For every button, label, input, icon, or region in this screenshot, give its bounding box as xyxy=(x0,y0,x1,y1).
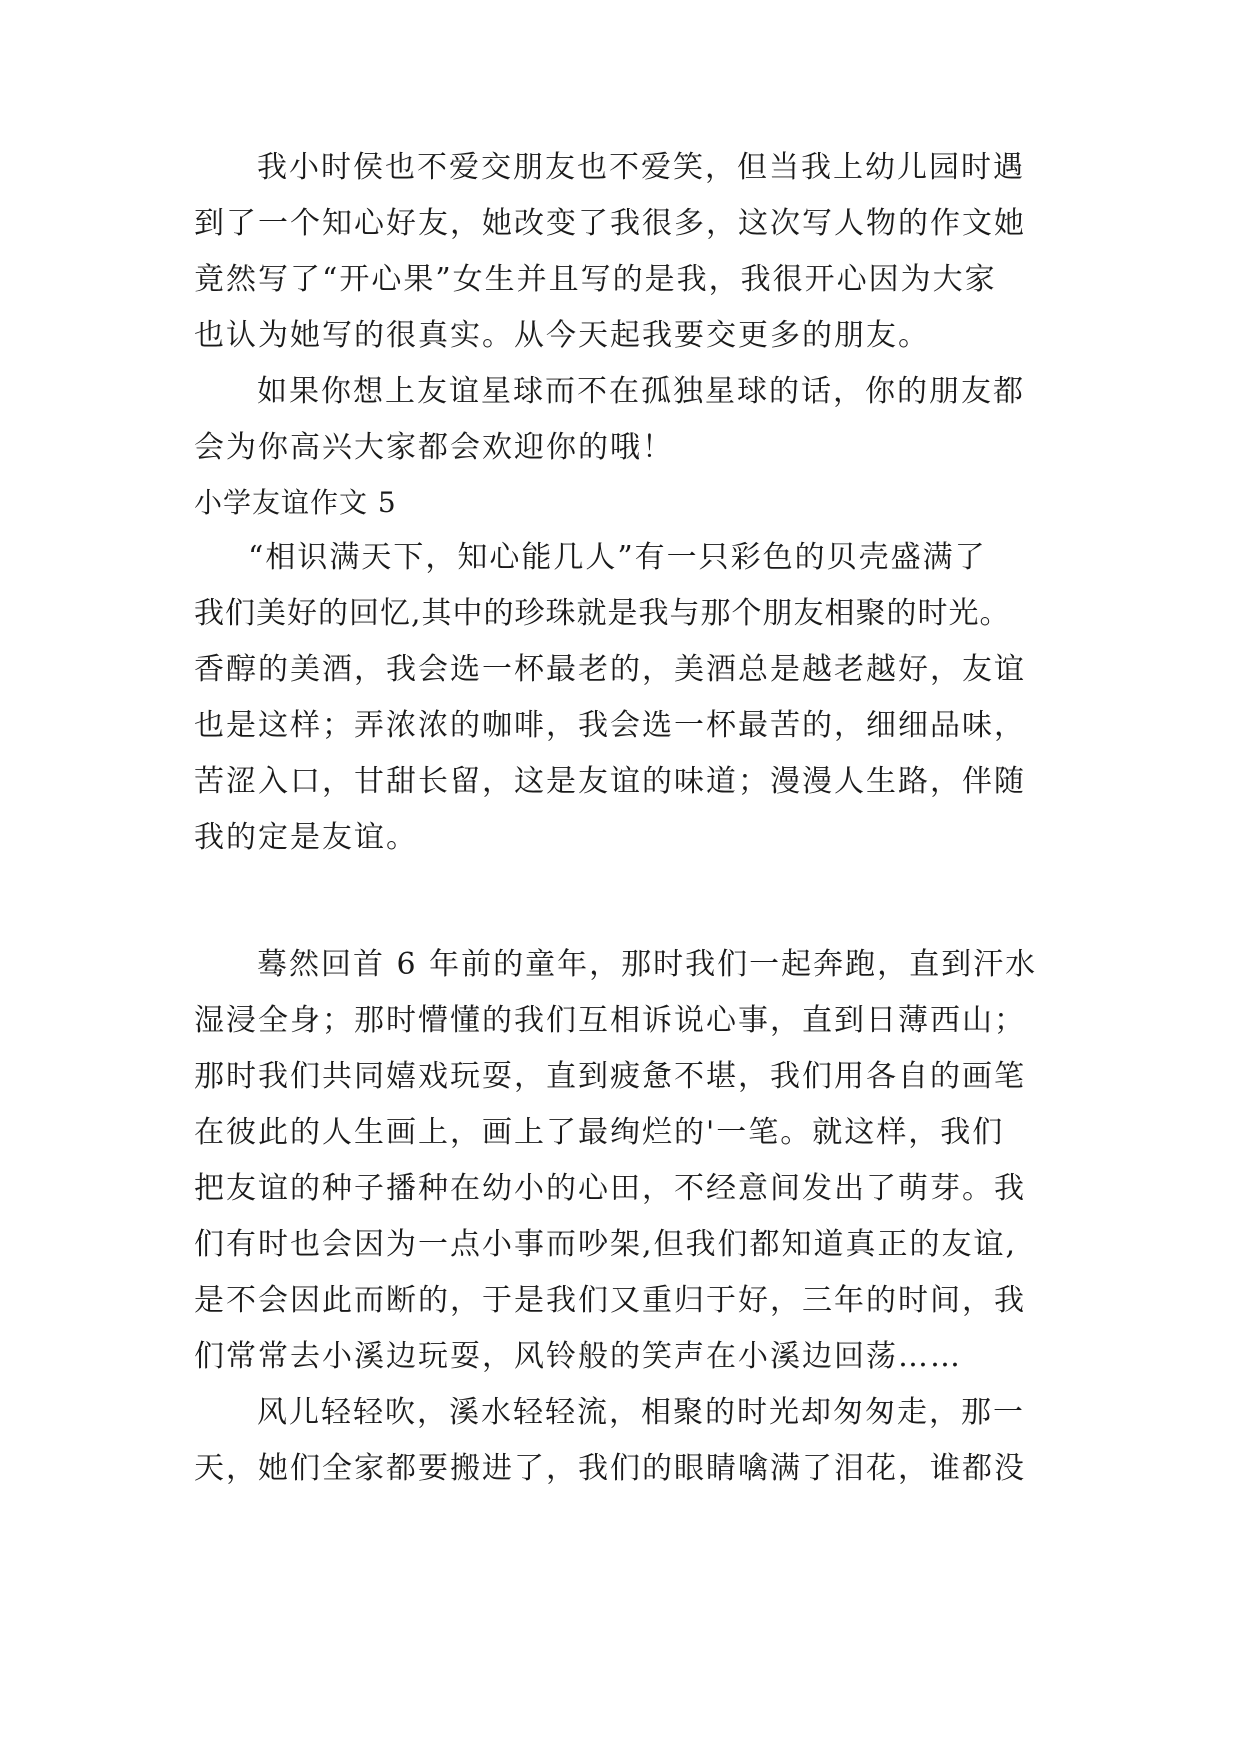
paragraph-line: 风儿轻轻吹，溪水轻轻流，相聚的时光却匆匆走，那一 xyxy=(257,1395,1025,1430)
paragraph-line: 我们美好的回忆,其中的珍珠就是我与那个朋友相聚的时光。 xyxy=(194,596,1011,631)
paragraph-line: 那时我们共同嬉戏玩耍，直到疲惫不堪，我们用各自的画笔 xyxy=(194,1059,1026,1094)
paragraph-line: 在彼此的人生画上，画上了最绚烂的'一笔。就这样，我们 xyxy=(194,1115,1005,1150)
paragraph-line: 也是这样；弄浓浓的咖啡，我会选一杯最苦的，细细品味， xyxy=(194,708,1026,743)
paragraph-line: 天，她们全家都要搬进了，我们的眼睛噙满了泪花，谁都没 xyxy=(194,1451,1026,1486)
paragraph-line: 把友谊的种子播种在幼小的心田，不经意间发出了萌芽。我 xyxy=(194,1171,1026,1206)
paragraph-line: 们有时也会因为一点小事而吵架,但我们都知道真正的友谊, xyxy=(194,1227,1018,1262)
paragraph-line: 们常常去小溪边玩耍，风铃般的笑声在小溪边回荡…… xyxy=(194,1339,962,1374)
paragraph-line: 苦涩入口，甘甜长留，这是友谊的味道；漫漫人生路，伴随 xyxy=(194,764,1026,799)
paragraph-line: 是不会因此而断的，于是我们又重归于好，三年的时间，我 xyxy=(194,1283,1026,1318)
paragraph-line: 湿浸全身；那时懵懂的我们互相诉说心事，直到日薄西山； xyxy=(194,1003,1026,1038)
paragraph-line: 香醇的美酒，我会选一杯最老的，美酒总是越老越好，友谊 xyxy=(194,652,1026,687)
paragraph-line: 蓦然回首 6 年前的童年，那时我们一起奔跑，直到汗水 xyxy=(257,947,1038,982)
paragraph-line: 竟然写了“开心果”女生并且写的是我，我很开心因为大家 xyxy=(194,262,997,297)
section-heading: 小学友谊作文 5 xyxy=(194,486,397,519)
paragraph-line: 我的定是友谊。 xyxy=(194,820,418,855)
paragraph-line: “相识满天下，知心能几人”有一只彩色的贝壳盛满了 xyxy=(248,540,987,575)
paragraph-line: 我小时侯也不爱交朋友也不爱笑，但当我上幼儿园时遇 xyxy=(257,150,1025,185)
paragraph-line: 如果你想上友谊星球而不在孤独星球的话，你的朋友都 xyxy=(257,374,1025,409)
paragraph-line: 到了一个知心好友，她改变了我很多，这次写人物的作文她 xyxy=(194,206,1026,241)
paragraph-line: 也认为她写的很真实。从今天起我要交更多的朋友。 xyxy=(194,318,930,353)
paragraph-line: 会为你高兴大家都会欢迎你的哦！ xyxy=(194,430,674,465)
